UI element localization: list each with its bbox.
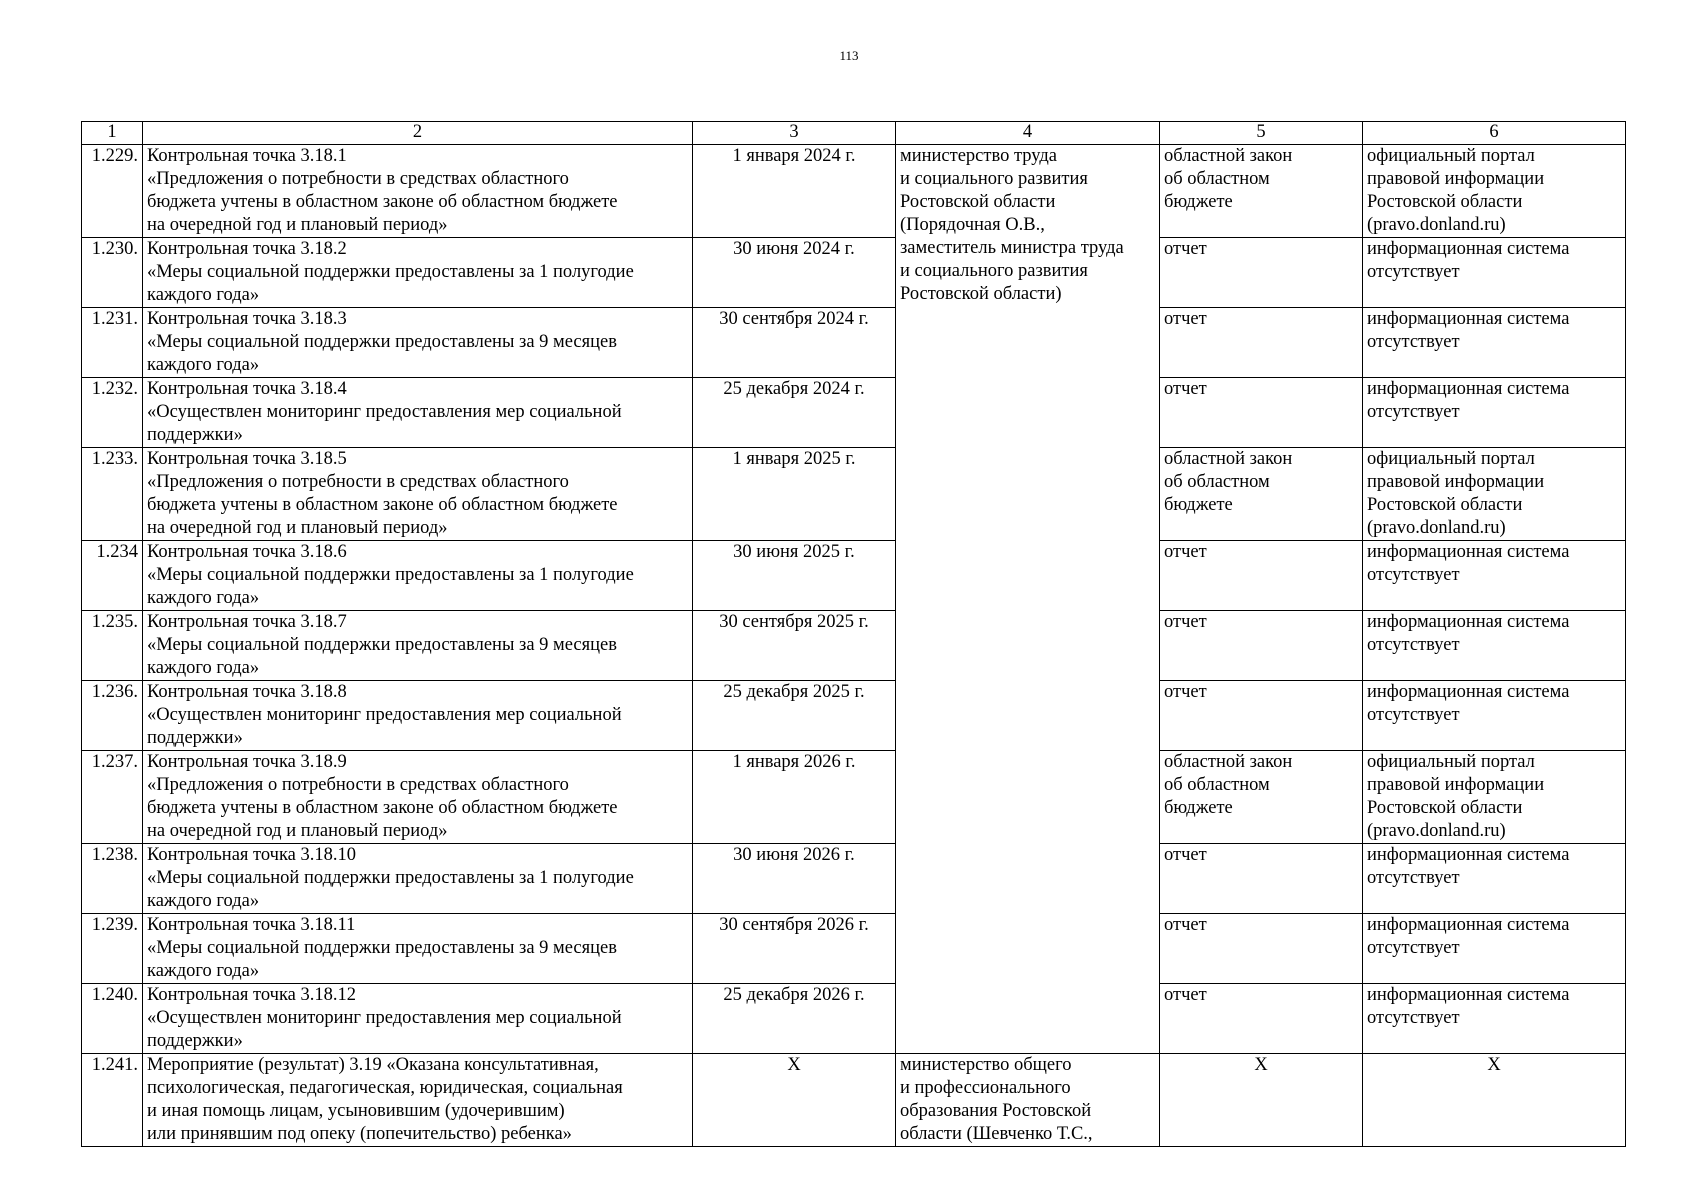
row-info-system xyxy=(1363,681,1626,751)
document-line: отчет xyxy=(1164,682,1207,702)
document-line: отчет xyxy=(1164,915,1207,935)
responsible-cell xyxy=(896,145,1160,1054)
document-line: областной закон xyxy=(1164,449,1293,469)
row-document xyxy=(1160,145,1363,238)
description-line: Мероприятие (результат) 3.19 «Оказана консультативная, xyxy=(147,1055,599,1075)
row-description xyxy=(143,145,693,238)
description-line: Контрольная точка 3.18.11 xyxy=(147,915,356,935)
row-document xyxy=(1160,448,1363,541)
description-line: Контрольная точка 3.18.12 xyxy=(147,985,357,1005)
row-number: 1.240. xyxy=(82,984,143,1054)
row-date: 1 января 2026 г. xyxy=(693,751,896,844)
row-date: 30 сентября 2024 г. xyxy=(693,308,896,378)
row-info-system xyxy=(1363,751,1626,844)
row-document xyxy=(1160,541,1363,611)
description-line: «Осуществлен мониторинг предоставления мер социальной xyxy=(147,705,622,725)
responsible-line: Ростовской области) xyxy=(900,284,1062,304)
info-line: информационная система xyxy=(1367,309,1570,329)
row-document xyxy=(1160,238,1363,308)
row-description xyxy=(143,681,693,751)
document-line: об областном xyxy=(1164,169,1270,189)
info-line: Ростовской области xyxy=(1367,495,1523,515)
row-number: 1.233. xyxy=(82,448,143,541)
info-line: отсутствует xyxy=(1367,938,1460,958)
info-line: отсутствует xyxy=(1367,635,1460,655)
row-info-system xyxy=(1363,308,1626,378)
table-row xyxy=(82,844,1626,914)
description-line: «Предложения о потребности в средствах областного xyxy=(147,472,569,492)
info-line: правовой информации xyxy=(1367,775,1545,795)
document-line: отчет xyxy=(1164,985,1207,1005)
info-line: отсутствует xyxy=(1367,262,1460,282)
info-line: Ростовской области xyxy=(1367,798,1523,818)
row-description xyxy=(143,844,693,914)
description-line: «Меры социальной поддержки предоставлены за 1 полугодие xyxy=(147,868,634,888)
document-line: отчет xyxy=(1164,309,1207,329)
info-line: официальный портал xyxy=(1367,752,1535,772)
description-line: психологическая, педагогическая, юридическая, социальная xyxy=(147,1078,623,1098)
table-row xyxy=(82,541,1626,611)
row-date: 1 января 2025 г. xyxy=(693,448,896,541)
row-date: 30 сентября 2025 г. xyxy=(693,611,896,681)
header-cell: 1 xyxy=(82,122,143,145)
row-document xyxy=(1160,844,1363,914)
responsible-line: области (Шевченко Т.С., xyxy=(900,1124,1093,1144)
table-row xyxy=(82,681,1626,751)
info-line: Ростовской области xyxy=(1367,192,1523,212)
description-line: «Предложения о потребности в средствах областного xyxy=(147,775,569,795)
description-line: на очередной год и плановый период» xyxy=(147,821,448,841)
description-line: Контрольная точка 3.18.4 xyxy=(147,379,347,399)
description-line: «Меры социальной поддержки предоставлены за 1 полугодие xyxy=(147,262,634,282)
description-line: каждого года» xyxy=(147,961,260,981)
row-description xyxy=(143,751,693,844)
row-date: 30 июня 2025 г. xyxy=(693,541,896,611)
row-number: 1.235. xyxy=(82,611,143,681)
header-cell: 5 xyxy=(1160,122,1363,145)
description-line: Контрольная точка 3.18.10 xyxy=(147,845,357,865)
responsible-line: (Порядочная О.В., xyxy=(900,215,1045,235)
row-document xyxy=(1160,611,1363,681)
row-date: X xyxy=(693,1054,896,1147)
row-number: 1.238. xyxy=(82,844,143,914)
info-line: отсутствует xyxy=(1367,1008,1460,1028)
row-info-system xyxy=(1363,844,1626,914)
responsible-line: заместитель министра труда xyxy=(900,238,1124,258)
description-line: на очередной год и плановый период» xyxy=(147,518,448,538)
description-line: «Меры социальной поддержки предоставлены за 9 месяцев xyxy=(147,332,617,352)
row-number: 1.239. xyxy=(82,914,143,984)
row-number: 1.234 xyxy=(82,541,143,611)
row-document xyxy=(1160,984,1363,1054)
document-line: бюджете xyxy=(1164,192,1233,212)
description-line: каждого года» xyxy=(147,355,260,375)
row-number: 1.237. xyxy=(82,751,143,844)
row-date: 25 декабря 2025 г. xyxy=(693,681,896,751)
info-line: информационная система xyxy=(1367,985,1570,1005)
document-line: об областном xyxy=(1164,775,1270,795)
document-line: отчет xyxy=(1164,845,1207,865)
table-row xyxy=(82,378,1626,448)
table-row xyxy=(82,984,1626,1054)
responsible-line: и профессионального xyxy=(900,1078,1071,1098)
description-line: Контрольная точка 3.18.8 xyxy=(147,682,347,702)
page-number: 113 xyxy=(839,48,859,63)
description-line: Контрольная точка 3.18.7 xyxy=(147,612,347,632)
info-line: отсутствует xyxy=(1367,868,1460,888)
info-line: правовой информации xyxy=(1367,169,1545,189)
table-row xyxy=(82,238,1626,308)
description-line: Контрольная точка 3.18.6 xyxy=(147,542,347,562)
description-line: «Меры социальной поддержки предоставлены за 9 месяцев xyxy=(147,635,617,655)
row-description xyxy=(143,448,693,541)
row-description xyxy=(143,1054,693,1147)
document-line: областной закон xyxy=(1164,752,1293,772)
info-line: правовой информации xyxy=(1367,472,1545,492)
row-date: 30 июня 2024 г. xyxy=(693,238,896,308)
table-row xyxy=(82,914,1626,984)
row-number: 1.231. xyxy=(82,308,143,378)
info-line: отсутствует xyxy=(1367,705,1460,725)
info-line: информационная система xyxy=(1367,542,1570,562)
header-cell: 2 xyxy=(143,122,693,145)
description-line: или принявшим под опеку (попечительство) ребенка» xyxy=(147,1124,572,1144)
description-line: каждого года» xyxy=(147,285,260,305)
description-line: бюджета учтены в областном законе об областном бюджете xyxy=(147,192,618,212)
description-line: каждого года» xyxy=(147,658,260,678)
responsible-cell xyxy=(896,1054,1160,1147)
description-line: Контрольная точка 3.18.1 xyxy=(147,146,347,166)
control-points-table xyxy=(81,121,1626,1147)
description-line: Контрольная точка 3.18.5 xyxy=(147,449,347,469)
responsible-line: министерство труда xyxy=(900,146,1057,166)
row-document: X xyxy=(1160,1054,1363,1147)
description-line: каждого года» xyxy=(147,588,260,608)
info-line: отсутствует xyxy=(1367,565,1460,585)
row-info-system: X xyxy=(1363,1054,1626,1147)
header-cell: 6 xyxy=(1363,122,1626,145)
table-row xyxy=(82,145,1626,238)
info-line: официальный портал xyxy=(1367,449,1535,469)
info-line: информационная система xyxy=(1367,845,1570,865)
row-description xyxy=(143,308,693,378)
row-number: 1.241. xyxy=(82,1054,143,1147)
table-row xyxy=(82,308,1626,378)
row-document xyxy=(1160,914,1363,984)
document-line: отчет xyxy=(1164,612,1207,632)
row-info-system xyxy=(1363,238,1626,308)
row-date: 30 июня 2026 г. xyxy=(693,844,896,914)
row-document xyxy=(1160,378,1363,448)
description-line: на очередной год и плановый период» xyxy=(147,215,448,235)
row-document xyxy=(1160,751,1363,844)
info-line: официальный портал xyxy=(1367,146,1535,166)
description-line: бюджета учтены в областном законе об областном бюджете xyxy=(147,495,618,515)
document-line: бюджете xyxy=(1164,495,1233,515)
description-line: Контрольная точка 3.18.3 xyxy=(147,309,347,329)
document-line: бюджете xyxy=(1164,798,1233,818)
document-line: об областном xyxy=(1164,472,1270,492)
row-info-system xyxy=(1363,914,1626,984)
row-info-system xyxy=(1363,145,1626,238)
row-description xyxy=(143,378,693,448)
document-line: отчет xyxy=(1164,542,1207,562)
row-info-system xyxy=(1363,984,1626,1054)
responsible-line: и социального развития xyxy=(900,261,1088,281)
table-row xyxy=(82,751,1626,844)
header-cell: 3 xyxy=(693,122,896,145)
description-line: каждого года» xyxy=(147,891,260,911)
description-line: «Осуществлен мониторинг предоставления мер социальной xyxy=(147,1008,622,1028)
info-line: (pravo.donland.ru) xyxy=(1367,821,1506,841)
description-line: «Предложения о потребности в средствах областного xyxy=(147,169,569,189)
row-number: 1.232. xyxy=(82,378,143,448)
row-description xyxy=(143,611,693,681)
responsible-line: и социального развития xyxy=(900,169,1088,189)
description-line: поддержки» xyxy=(147,1031,243,1051)
description-line: Контрольная точка 3.18.9 xyxy=(147,752,347,772)
row-info-system xyxy=(1363,541,1626,611)
row-description xyxy=(143,541,693,611)
header-row xyxy=(82,122,1626,145)
row-date: 1 января 2024 г. xyxy=(693,145,896,238)
row-date: 30 сентября 2026 г. xyxy=(693,914,896,984)
description-line: «Меры социальной поддержки предоставлены за 1 полугодие xyxy=(147,565,634,585)
row-date: 25 декабря 2026 г. xyxy=(693,984,896,1054)
description-line: поддержки» xyxy=(147,425,243,445)
row-document xyxy=(1160,681,1363,751)
description-line: бюджета учтены в областном законе об областном бюджете xyxy=(147,798,618,818)
table-row xyxy=(82,448,1626,541)
info-line: информационная система xyxy=(1367,682,1570,702)
info-line: информационная система xyxy=(1367,612,1570,632)
table-row xyxy=(82,611,1626,681)
row-date: 25 декабря 2024 г. xyxy=(693,378,896,448)
responsible-line: Ростовской области xyxy=(900,192,1056,212)
info-line: (pravo.donland.ru) xyxy=(1367,215,1506,235)
responsible-line: министерство общего xyxy=(900,1055,1072,1075)
row-description xyxy=(143,914,693,984)
info-line: (pravo.donland.ru) xyxy=(1367,518,1506,538)
row-number: 1.229. xyxy=(82,145,143,238)
header-cell: 4 xyxy=(896,122,1160,145)
info-line: информационная система xyxy=(1367,379,1570,399)
document-line: областной закон xyxy=(1164,146,1293,166)
description-line: «Меры социальной поддержки предоставлены за 9 месяцев xyxy=(147,938,617,958)
info-line: отсутствует xyxy=(1367,402,1460,422)
document-line: отчет xyxy=(1164,379,1207,399)
description-line: Контрольная точка 3.18.2 xyxy=(147,239,347,259)
row-description xyxy=(143,238,693,308)
info-line: отсутствует xyxy=(1367,332,1460,352)
row-document xyxy=(1160,308,1363,378)
row-description xyxy=(143,984,693,1054)
responsible-line: образования Ростовской xyxy=(900,1101,1092,1121)
row-info-system xyxy=(1363,378,1626,448)
description-line: и иная помощь лицам, усыновившим (удочерившим) xyxy=(147,1101,565,1121)
table-row xyxy=(82,1054,1626,1147)
row-info-system xyxy=(1363,448,1626,541)
document-line: отчет xyxy=(1164,239,1207,259)
row-info-system xyxy=(1363,611,1626,681)
description-line: поддержки» xyxy=(147,728,243,748)
info-line: информационная система xyxy=(1367,915,1570,935)
row-number: 1.236. xyxy=(82,681,143,751)
row-number: 1.230. xyxy=(82,238,143,308)
description-line: «Осуществлен мониторинг предоставления мер социальной xyxy=(147,402,622,422)
info-line: информационная система xyxy=(1367,239,1570,259)
